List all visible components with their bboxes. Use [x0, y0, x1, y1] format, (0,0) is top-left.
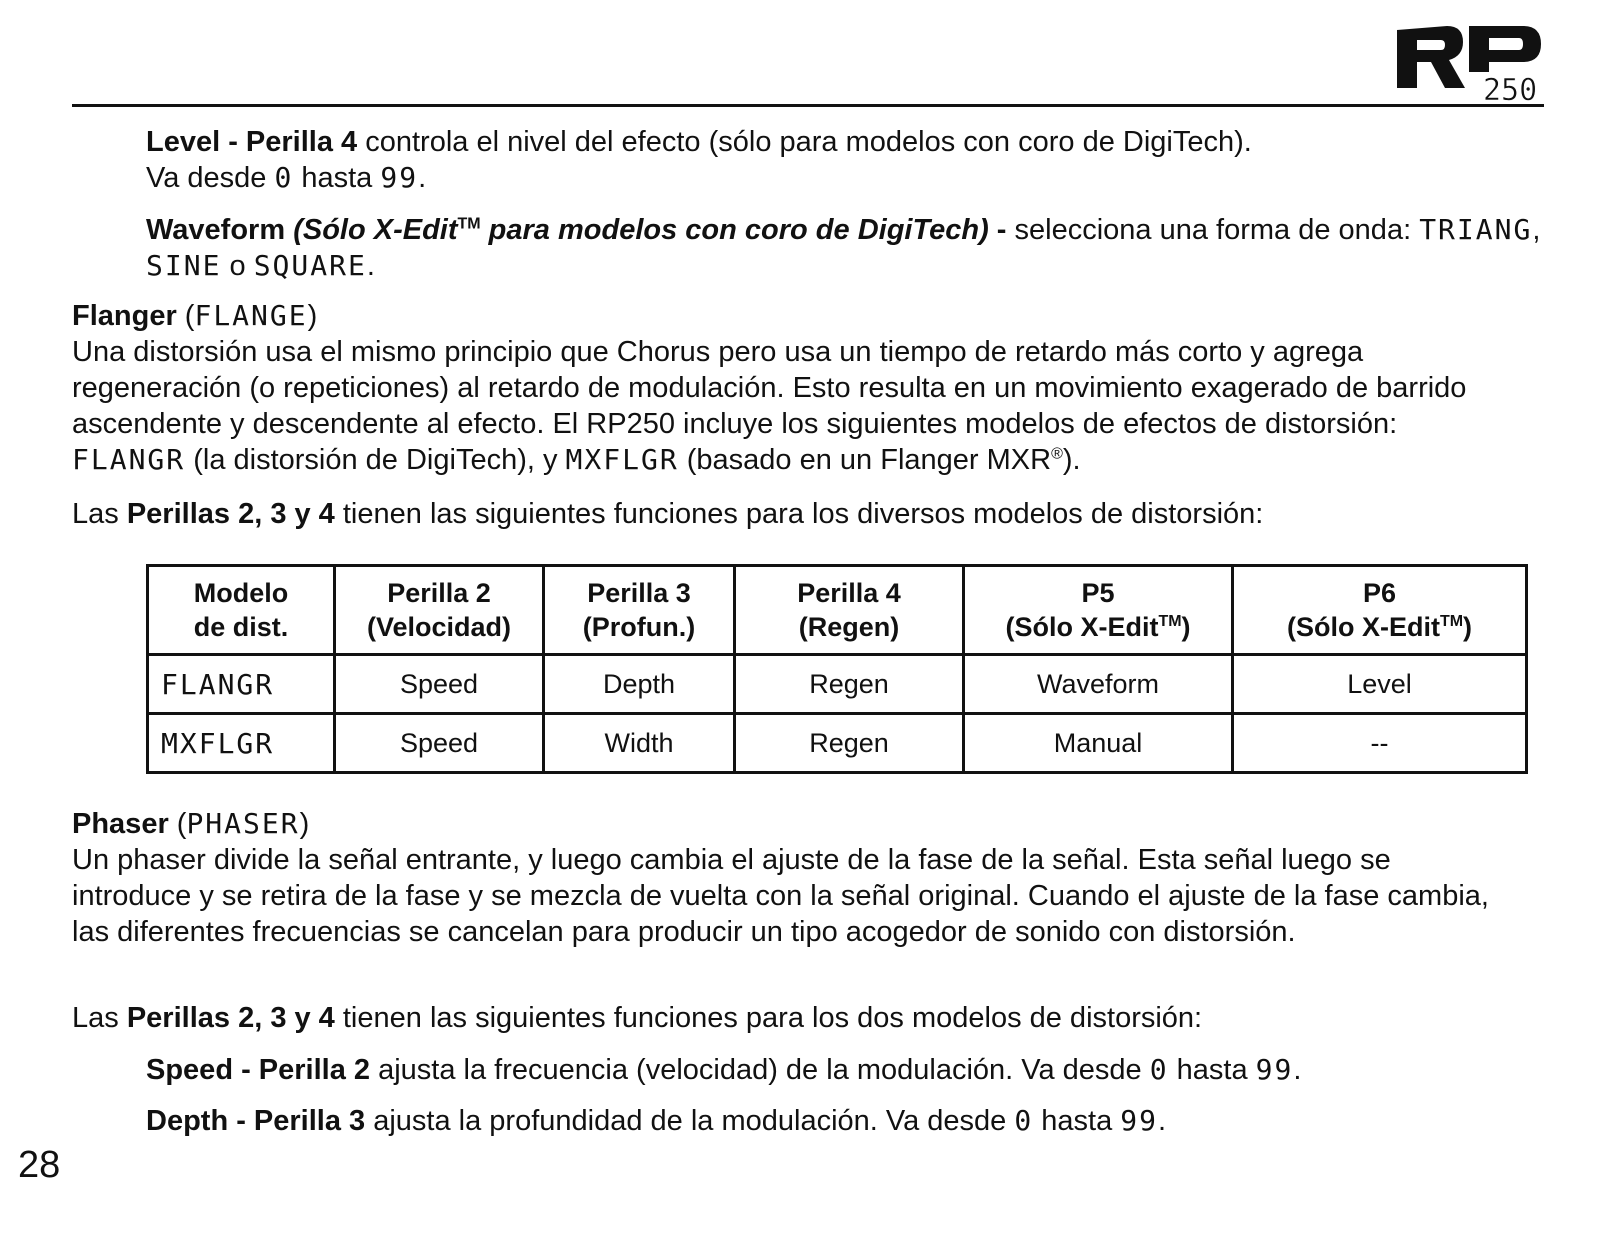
table-cell: Regen — [735, 714, 964, 773]
flanger-description: Una distorsión usa el mismo principio que Chorus pero usa un tiempo de retardo más corto y agrega regeneración (o repeticiones) al retardo de modulación. Esto resulta en un movimiento exagerado de barrido ascendente y descendente al efecto. El RP250 incluye los siguientes modelos de efectos de distorsión: FLANGR (la distorsión de DigiTech), y MXFLGR (basado en un Flanger MXR®). — [72, 336, 1467, 476]
knobs-intro-1: Las Perillas 2, 3 y 4 tienen las siguientes funciones para los diversos modelos de distorsión: — [72, 498, 1264, 530]
knobs-intro-2: Las Perillas 2, 3 y 4 tienen las siguientes funciones para los dos modelos de distorsión: — [72, 1002, 1203, 1034]
speed-paragraph: Speed - Perilla 2 ajusta la frecuencia (velocidad) de la modulación. Va desde 0 hasta 99. — [146, 1053, 1302, 1086]
table-cell: Regen — [735, 655, 964, 714]
page-number: 28 — [18, 1144, 61, 1186]
table-cell: Speed — [335, 714, 544, 773]
table-cell: Level — [1233, 655, 1527, 714]
depth-paragraph: Depth - Perilla 3 ajusta la profundidad de la modulación. Va desde 0 hasta 99. — [146, 1104, 1167, 1137]
level-paragraph: Level - Perilla 4 controla el nivel del efecto (sólo para modelos con coro de DigiTech). Va desde 0 hasta 99. — [146, 126, 1252, 194]
flanger-models-table — [146, 564, 1528, 774]
table-cell: Manual — [964, 714, 1233, 773]
table-header: Perilla 3 (Profun.) — [544, 566, 735, 655]
phaser-description: Un phaser divide la señal entrante, y luego cambia el ajuste de la fase de la señal. Esta señal luego se introduce y se retira de la fase y se mezcla de vuelta con la señal original. Cuando el ajuste de la fase cambia, las diferentes frecuencias se cancelan para producir un tipo acogedor de sonido con distorsión. — [72, 844, 1489, 948]
table-header: P6 (Sólo X-Edit™) — [1233, 566, 1527, 655]
phaser-heading: Phaser (PHASER) — [72, 807, 310, 840]
rp250-logo — [1395, 22, 1545, 104]
table-header: P5 (Sólo X-Edit™) — [964, 566, 1233, 655]
logo-number: 250 — [1483, 73, 1538, 104]
table-row — [148, 655, 1527, 714]
table-cell: Speed — [335, 655, 544, 714]
table-header: Perilla 2 (Velocidad) — [335, 566, 544, 655]
table-header: Modelo de dist. — [148, 566, 335, 655]
phaser-title: Phaser — [72, 808, 169, 840]
table-cell: Depth — [544, 655, 735, 714]
flanger-heading: Flanger (FLANGE) — [72, 299, 318, 332]
table-row — [148, 714, 1527, 773]
flanger-title: Flanger — [72, 300, 177, 332]
header-rule — [72, 104, 1544, 107]
table-cell: -- — [1233, 714, 1527, 773]
table-cell: FLANGR — [148, 655, 335, 714]
table-cell: Width — [544, 714, 735, 773]
table-header: Perilla 4 (Regen) — [735, 566, 964, 655]
table-cell: Waveform — [964, 655, 1233, 714]
table-header-row — [148, 566, 1527, 655]
waveform-paragraph: Waveform (Sólo X-Edit™ para modelos con coro de DigiTech) - selecciona una forma de onda: TRIANG, SINE o SQUARE. — [146, 213, 1541, 282]
table-cell: MXFLGR — [148, 714, 335, 773]
